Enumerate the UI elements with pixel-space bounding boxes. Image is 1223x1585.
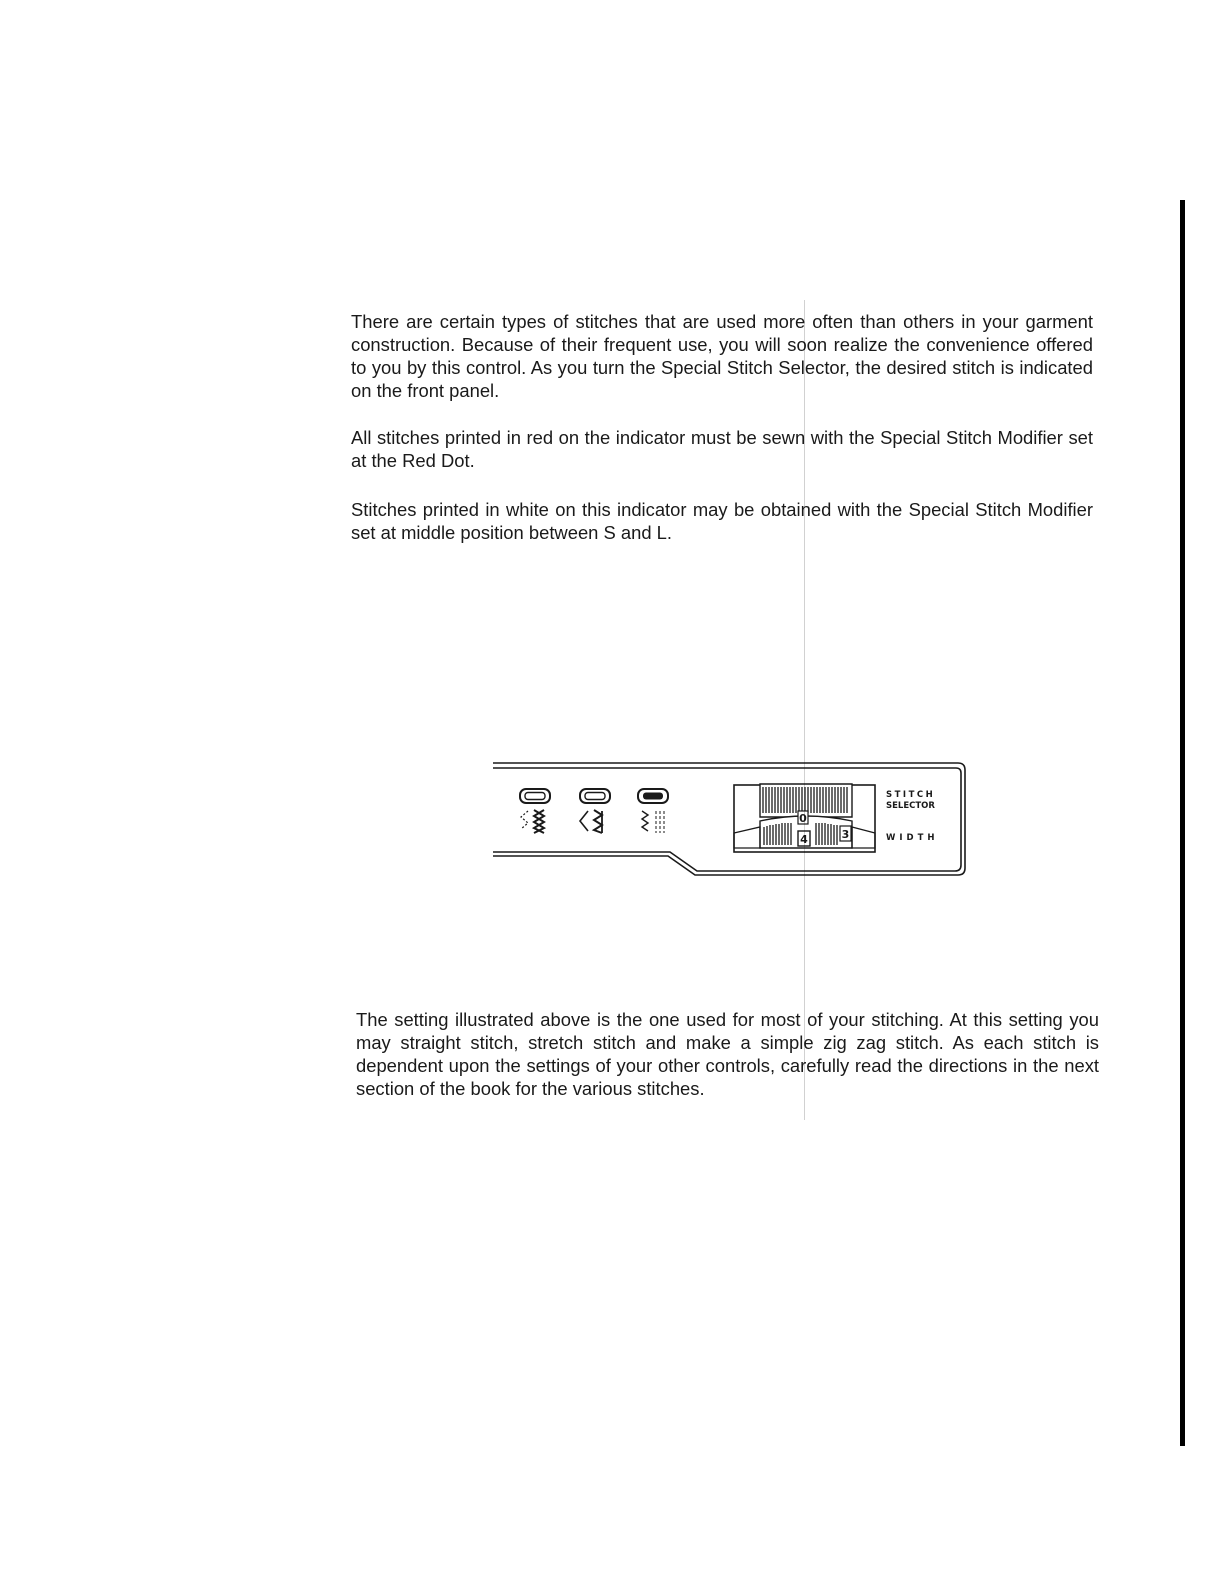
paragraph-white-stitches: Stitches printed in white on this indicator may be obtained with the Special Stitch Modifier set at middle position between S and L. xyxy=(351,499,1093,543)
scan-binding-edge xyxy=(1180,200,1185,1446)
dial-number-top: 0 xyxy=(799,812,807,825)
dial-number-bottom: 4 xyxy=(800,833,808,846)
dial-number-right: 3 xyxy=(841,828,850,841)
scan-fold-line xyxy=(804,300,805,1120)
stitch-indicator-1 xyxy=(520,789,550,833)
label-width: WIDTH xyxy=(886,833,939,843)
paragraph-setting-explanation: The setting illustrated above is the one used for most of your stitching. At this setting you may straight stitch, stretch stitch and make a simple zig zag stitch. As each stitch is dependent upon the settings of your other controls, carefully read the directions in the next section of the book for the various stitches. xyxy=(356,1009,1099,1099)
paragraph-red-stitches: All stitches printed in red on the indicator must be sewn with the Special Stitch Modifier set at the Red Dot. xyxy=(351,427,1093,471)
label-selector: SELECTOR xyxy=(886,801,935,811)
stitch-indicator-3-selected xyxy=(638,789,668,833)
stitch-selector-panel-illustration xyxy=(490,755,970,890)
label-stitch: STITCH xyxy=(886,790,936,800)
paragraph-stitch-types: There are certain types of stitches that are used more often than others in your garment construction. Because of their frequent use, you will soon realize the convenience offered to you by this control. As you turn the Special Stitch Selector, the desired stitch is indicated on the front panel. xyxy=(351,311,1093,401)
stitch-indicator-2 xyxy=(580,789,610,833)
